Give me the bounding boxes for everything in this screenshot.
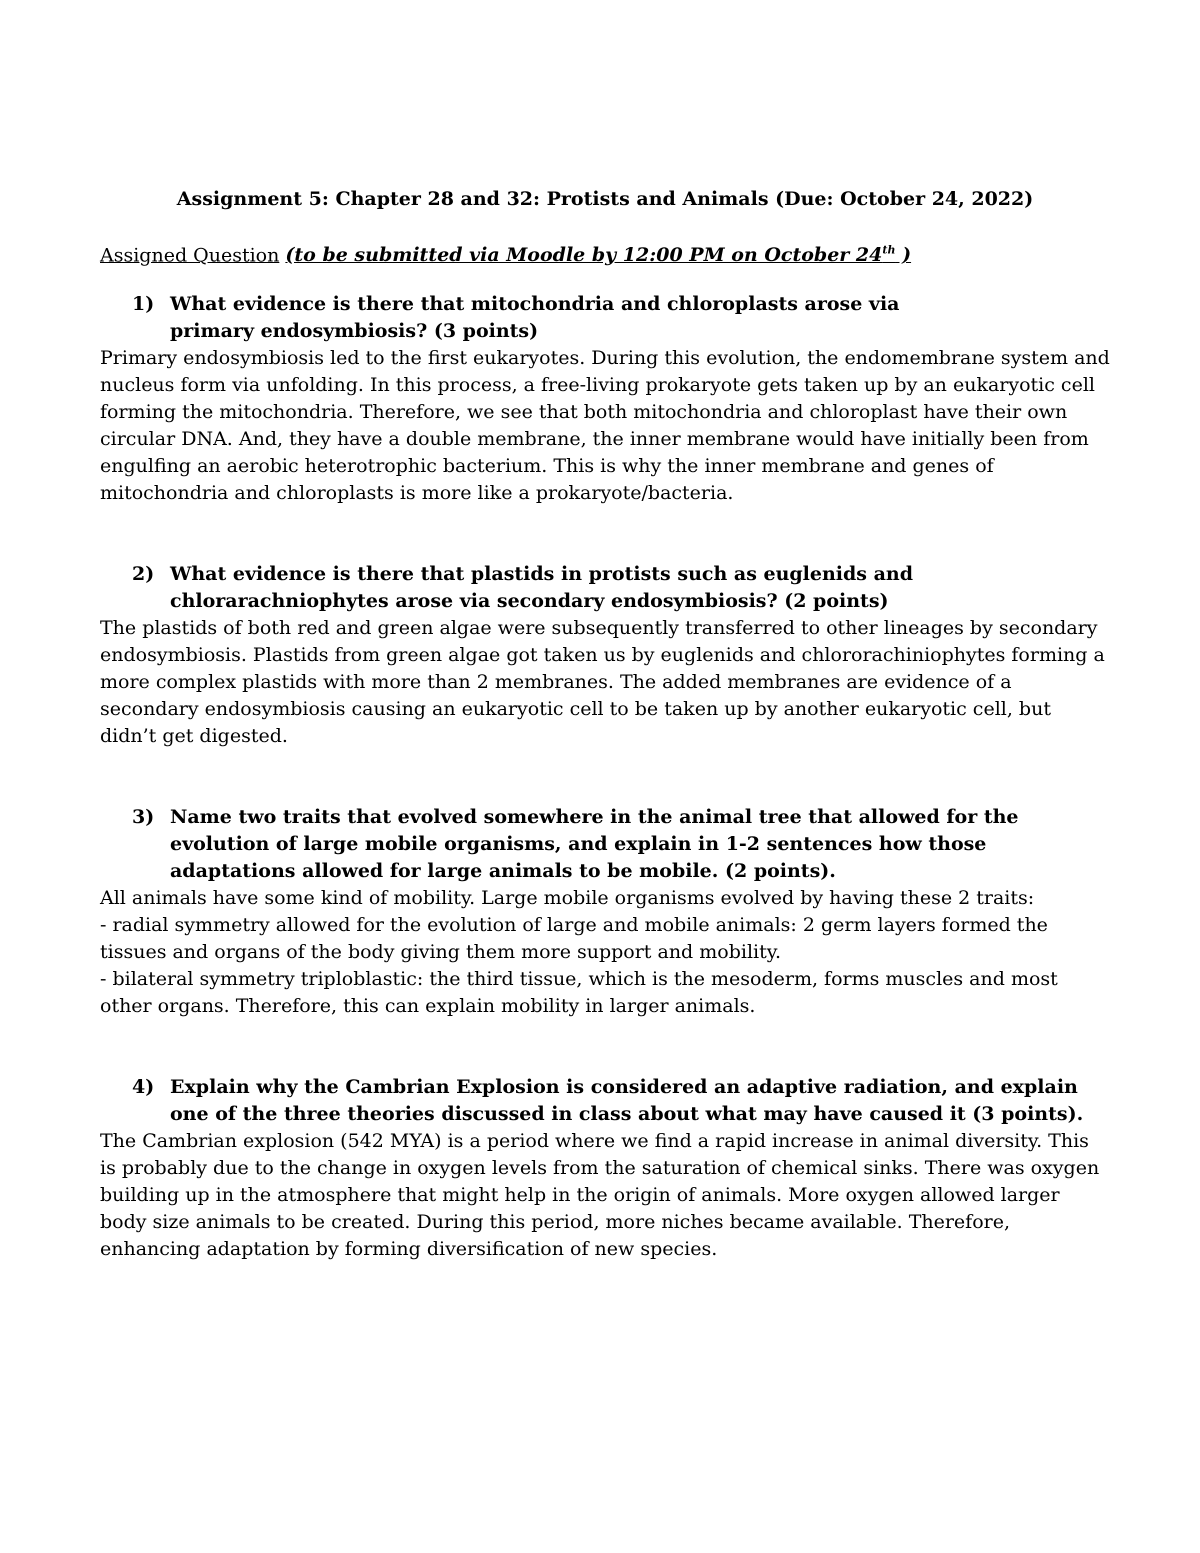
question-number: 1): [132, 293, 155, 316]
question-2: [100, 561, 1110, 615]
submission-instruction-text: (to be submitted via Moodle by 12:00 PM on October 24: [285, 244, 883, 267]
answer-3-line-3: - bilateral symmetry triploblastic: the third tissue, which is the mesoderm, forms muscles and most other organs. Therefore, this can explain mobility in larger animals.: [100, 968, 1058, 1018]
document-title: Assignment 5: Chapter 28 and 32: Protists and Animals (Due: October 24, 2022): [176, 188, 1034, 210]
document-page: [100, 186, 1110, 1263]
question-text: What evidence is there that plastids in protists such as euglenids and chlorarachniophytes arose via secondary endosymbiosis? (2 points): [170, 563, 914, 613]
question-4: [100, 1074, 1110, 1128]
question-text: Name two traits that evolved somewhere in the animal tree that allowed for the evolution of large mobile organisms, and explain in 1-2 sentences how those adaptations allowed for large animals to be mobile. (2 points).: [170, 806, 1019, 883]
question-number: 4): [132, 1076, 155, 1099]
answer-4: The Cambrian explosion (542 MYA) is a period where we find a rapid increase in animal diversity. This is probably due to the change in oxygen levels from the saturation of chemical sinks. There was oxygen building up in the atmosphere that might help in the origin of animals. More oxygen allowed larger body size animals to be created. During this period, more niches became available. Therefore, enhancing adaptation by forming diversification of new species.: [100, 1130, 1100, 1261]
answer-3-line-2: - radial symmetry allowed for the evolution of large and mobile animals: 2 germ layers formed the tissues and organs of the body giving them more support and mobility.: [100, 914, 1048, 964]
question-text: Explain why the Cambrian Explosion is considered an adaptive radiation, and explain one of the three theories discussed in class about what may have caused it (3 points).: [170, 1076, 1084, 1126]
assigned-question-line: [100, 237, 1110, 269]
question-block-1: [100, 291, 1110, 507]
submission-instruction-close: ): [895, 244, 912, 267]
submission-instruction: [285, 244, 911, 266]
question-3: [100, 804, 1110, 885]
question-block-3: [100, 804, 1110, 1020]
submission-instruction-sup: th: [882, 244, 896, 257]
question-1: [100, 291, 1110, 345]
question-block-4: [100, 1074, 1110, 1263]
question-number: 2): [132, 563, 155, 586]
answer-2: The plastids of both red and green algae were subsequently transferred to other lineages by secondary endosymbiosis. Plastids from green algae got taken us by euglenids and chlororachiniophytes forming a more complex plastids with more than 2 membranes. The added membranes are evidence of a secondary endosymbiosis causing an eukaryotic cell to be taken up by another eukaryotic cell, but didn’t get digested.: [100, 617, 1105, 748]
question-text: What evidence is there that mitochondria and chloroplasts arose via primary endosymbiosis? (3 points): [170, 293, 900, 343]
answer-1: Primary endosymbiosis led to the first eukaryotes. During this evolution, the endomembrane system and nucleus form via unfolding. In this process, a free-living prokaryote gets taken up by an eukaryotic cell forming the mitochondria. Therefore, we see that both mitochondria and chloroplast have their own circular DNA. And, they have a double membrane, the inner membrane would have initially been from engulfing an aerobic heterotrophic bacterium. This is why the inner membrane and genes of mitochondria and chloroplasts is more like a prokaryote/bacteria.: [100, 347, 1110, 505]
assigned-question-label: Assigned Question: [100, 244, 280, 267]
question-block-2: [100, 561, 1110, 750]
question-number: 3): [132, 806, 155, 829]
answer-3-line-1: All animals have some kind of mobility. Large mobile organisms evolved by having these 2 traits:: [100, 887, 1035, 910]
